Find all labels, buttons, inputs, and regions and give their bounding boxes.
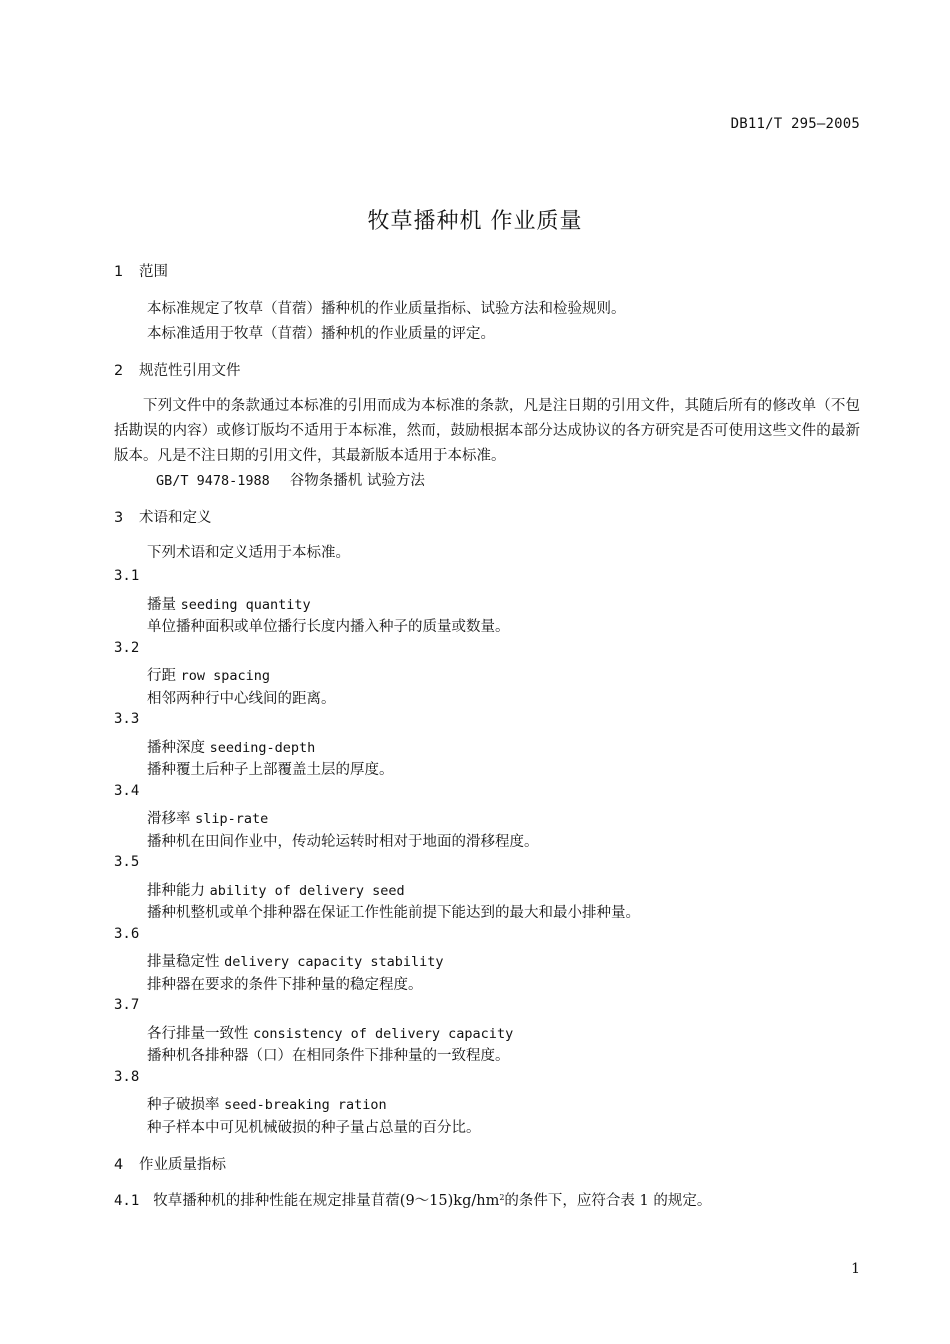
term-number: 3.4	[114, 783, 140, 799]
term-definition: 播种覆土后种子上部覆盖土层的厚度。	[147, 762, 394, 778]
clause-text-post: 的条件下，应符合表 1 的规定。	[504, 1193, 712, 1209]
section-4-heading	[114, 1153, 226, 1174]
term-title	[147, 1022, 513, 1043]
term-number: 3.3	[114, 711, 140, 727]
term-number: 3.2	[114, 640, 140, 656]
term-title	[147, 807, 268, 828]
term-number: 3.8	[114, 1069, 140, 1085]
clause-4-1	[114, 1189, 711, 1210]
term-title	[147, 879, 405, 900]
section-number: 4	[114, 1157, 124, 1173]
term-zh: 排种能力	[147, 883, 205, 899]
term-en: row spacing	[180, 668, 271, 684]
paragraph: 下列术语和定义适用于本标准。	[147, 545, 350, 561]
clause-superscript: 2	[499, 1193, 505, 1202]
term-definition: 种子样本中可见机械破损的种子量占总量的百分比。	[147, 1120, 481, 1136]
term-number: 3.5	[114, 854, 140, 870]
term-title	[147, 1093, 387, 1114]
section-title: 规范性引用文件	[139, 363, 241, 379]
term-zh: 排量稳定性	[147, 954, 220, 970]
term-definition: 排种器在要求的条件下排种量的稳定程度。	[147, 977, 423, 993]
term-definition: 播种机整机或单个排种器在保证工作性能前提下能达到的最大和最小排种量。	[147, 905, 640, 921]
section-title: 范围	[139, 264, 168, 280]
term-number: 3.6	[114, 926, 140, 942]
term-number: 3.1	[114, 568, 140, 584]
term-zh: 播量	[147, 597, 176, 613]
section-number: 2	[114, 363, 124, 379]
term-title	[147, 664, 270, 685]
section-title: 作业质量指标	[139, 1157, 226, 1173]
term-title	[147, 950, 444, 971]
term-definition: 单位播种面积或单位播行长度内播入种子的质量或数量。	[147, 619, 510, 635]
clause-number: 4.1	[114, 1193, 140, 1209]
page-number: 1	[851, 1261, 860, 1277]
term-en: seeding quantity	[180, 597, 311, 613]
term-zh: 行距	[147, 668, 176, 684]
section-number: 1	[114, 264, 124, 280]
section-1-heading	[114, 260, 168, 281]
term-definition: 播种机在田间作业中，传动轮运转时相对于地面的滑移程度。	[147, 834, 539, 850]
document-code: DB11/T 295—2005	[730, 116, 860, 132]
reference-title: 谷物条播机 试验方法	[289, 473, 425, 489]
section-3-heading	[114, 506, 212, 527]
term-en: seed-breaking ration	[224, 1097, 387, 1113]
clause-text-pre: 牧草播种机的排种性能在规定排量苜蓿(9～15)kg/hm	[153, 1193, 500, 1209]
reference-code: GB/T 9478-1988	[156, 473, 270, 489]
document-title: 牧草播种机 作业质量	[367, 209, 583, 234]
term-zh: 播种深度	[147, 740, 205, 756]
term-en: consistency of delivery capacity	[253, 1026, 514, 1042]
reference-item	[156, 469, 425, 490]
term-en: ability of delivery seed	[209, 883, 405, 899]
term-zh: 各行排量一致性	[147, 1026, 249, 1042]
term-title	[147, 736, 315, 757]
term-title	[147, 593, 311, 614]
term-en: seeding-depth	[209, 740, 316, 756]
term-number: 3.7	[114, 997, 140, 1013]
section-title: 术语和定义	[139, 510, 212, 526]
section-number: 3	[114, 510, 124, 526]
term-en: slip-rate	[195, 811, 269, 827]
term-zh: 种子破损率	[147, 1097, 220, 1113]
section-2-heading	[114, 359, 241, 380]
term-definition: 相邻两种行中心线间的距离。	[147, 691, 336, 707]
term-en: delivery capacity stability	[224, 954, 444, 970]
term-definition: 播种机各排种器（口）在相同条件下排种量的一致程度。	[147, 1048, 510, 1064]
normative-references-paragraph: 下列文件中的条款通过本标准的引用而成为本标准的条款，凡是注日期的引用文件，其随后所有的修改单（不包括勘误的内容）或修订版均不适用于本标准，然而，鼓励根据本部分达成协议的各方研究是否可使用这些文件的最新版本。凡是不注日期的引用文件，其最新版本适用于本标准。	[114, 398, 860, 464]
term-zh: 滑移率	[147, 811, 191, 827]
paragraph: 本标准规定了牧草（苜蓿）播种机的作业质量指标、试验方法和检验规则。	[147, 301, 626, 317]
paragraph: 本标准适用于牧草（苜蓿）播种机的作业质量的评定。	[147, 326, 495, 342]
